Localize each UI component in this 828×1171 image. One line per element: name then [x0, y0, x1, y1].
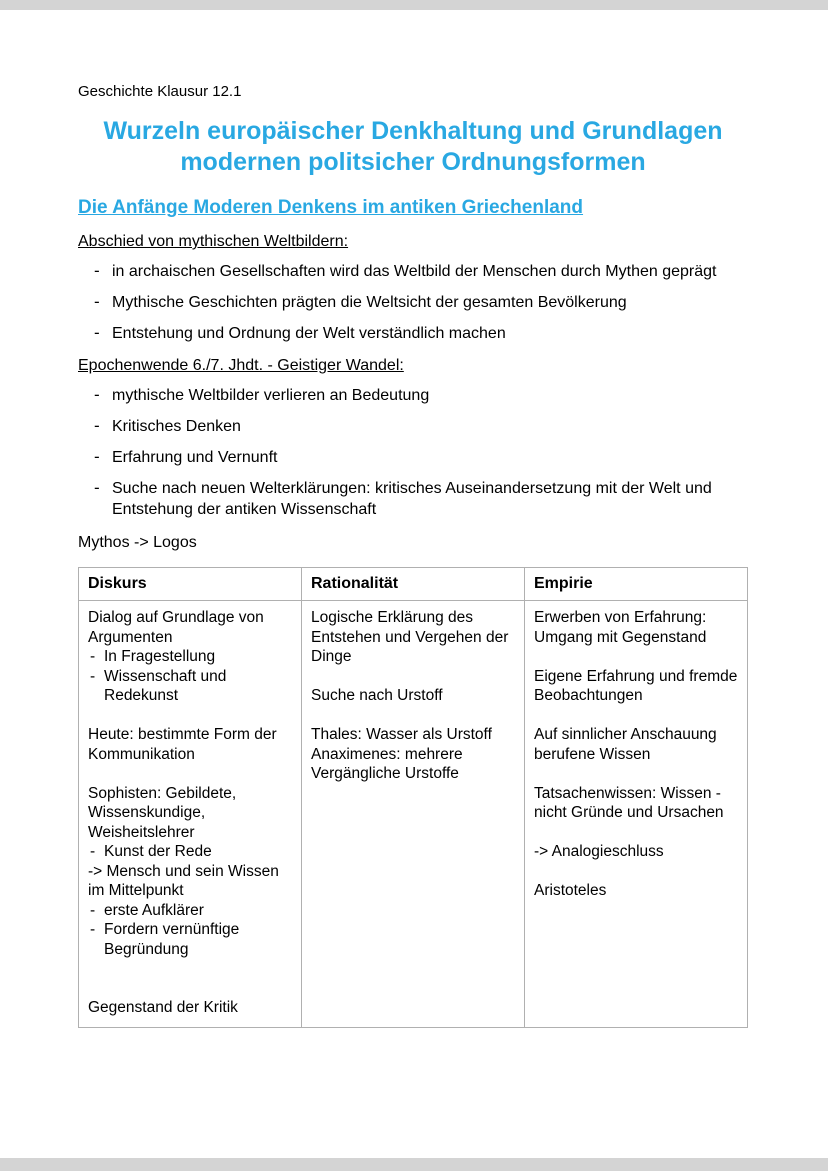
table-cell-rationalitaet: [302, 601, 525, 1028]
cell-blank-line: [534, 647, 738, 667]
cell-paragraph: Anaximenes: mehrere Vergängliche Urstoffe: [311, 745, 463, 782]
subsection-epochenwende: [78, 355, 748, 520]
subsection-mythische-weltbilder: [78, 231, 748, 344]
concepts-table: [78, 567, 748, 1028]
cell-paragraph: Aristoteles: [534, 882, 607, 899]
cell-blank-line: [534, 764, 738, 784]
cell-blank-line: [534, 706, 738, 726]
bullet-item: - Suche nach neuen Welterklärungen: kritisches Auseinandersetzung mit der Welt und Entstehung der antiken Wissenschaft: [78, 478, 748, 520]
cell-paragraph: Logische Erklärung des Entstehen und Vergehen der Dinge: [311, 609, 509, 665]
cell-paragraph: Thales: Wasser als Urstoff: [311, 726, 492, 743]
cell-paragraph: Sophisten: Gebildete, Wissenskundige, Weisheitslehrer: [88, 784, 237, 841]
section-heading: Die Anfänge Moderen Denkens im antiken Griechenland: [78, 197, 584, 218]
cell-dash-item: - In Fragestellung: [88, 647, 292, 667]
table-header-empirie: Empirie: [525, 568, 748, 601]
bullet-list-abschied: [78, 261, 748, 344]
cell-dash-item: - erste Aufklärer: [88, 901, 292, 921]
cell-paragraph: Heute: bestimmte Form der Kommunikation: [88, 726, 277, 763]
page-title: Wurzeln europäischer Denkhaltung und Grundlagen modernen politsicher Ordnungsformen: [103, 117, 723, 176]
cell-blank-line: [88, 959, 292, 979]
cell-blank-line: [311, 667, 515, 687]
bullet-item: - Kritisches Denken: [78, 416, 748, 437]
cell-dash-item: - Wissenschaft und Redekunst: [88, 667, 292, 706]
table-header-row: [79, 568, 748, 601]
subheading-abschied: Abschied von mythischen Weltbildern:: [78, 233, 349, 250]
cell-dash-item: - Kunst der Rede: [88, 842, 292, 862]
cell-paragraph: Dialog auf Grundlage von Argumenten: [88, 609, 264, 646]
table-cell-diskurs: [79, 601, 302, 1028]
cell-paragraph: Tatsachenwissen: Wissen - nicht Gründe und Ursachen: [534, 784, 724, 821]
cell-blank-line: [534, 823, 738, 843]
bullet-item: - Mythische Geschichten prägten die Weltsicht der gesamten Bevölkerung: [78, 292, 748, 313]
subheading-epochenwende: Epochenwende 6./7. Jhdt. - Geistiger Wandel:: [78, 357, 404, 374]
document-page: [0, 10, 828, 1158]
concepts-table-body: [79, 601, 748, 1028]
cell-paragraph: Gegenstand der Kritik: [88, 999, 238, 1016]
cell-paragraph: -> Analogieschluss: [534, 843, 664, 860]
cell-blank-line: [311, 706, 515, 726]
cell-blank-line: [534, 862, 738, 882]
bullet-item: - in archaischen Gesellschaften wird das Weltbild der Menschen durch Mythen geprägt: [78, 261, 748, 282]
bullet-item: - Erfahrung und Vernunft: [78, 447, 748, 468]
cell-blank-line: [88, 764, 292, 784]
bullet-item: - mythische Weltbilder verlieren an Bedeutung: [78, 385, 748, 406]
cell-paragraph: Erwerben von Erfahrung: Umgang mit Gegenstand: [534, 609, 707, 646]
bullet-list-epochenwende: [78, 385, 748, 520]
cell-dash-item: - Fordern vernünftige Begründung: [88, 920, 292, 959]
cell-paragraph: -> Mensch und sein Wissen im Mittelpunkt: [88, 862, 279, 899]
cell-paragraph: Eigene Erfahrung und fremde Beobachtungen: [534, 667, 738, 704]
table-header-diskurs: Diskurs: [79, 568, 302, 601]
cell-blank-line: [88, 979, 292, 999]
table-body-row: [79, 601, 748, 1028]
table-cell-empirie: [525, 601, 748, 1028]
note-line-mythos-logos: Mythos -> Logos: [78, 534, 197, 551]
cell-paragraph: Auf sinnlicher Anschauung berufene Wissen: [534, 726, 717, 763]
cell-paragraph: Suche nach Urstoff: [311, 687, 443, 704]
bullet-item: - Entstehung und Ordnung der Welt verständlich machen: [78, 323, 748, 344]
concepts-table-head: [79, 568, 748, 601]
table-header-rationalitaet: Rationalität: [302, 568, 525, 601]
cell-blank-line: [88, 706, 292, 726]
page-content: [78, 83, 748, 1028]
header-note: Geschichte Klausur 12.1: [78, 83, 242, 100]
